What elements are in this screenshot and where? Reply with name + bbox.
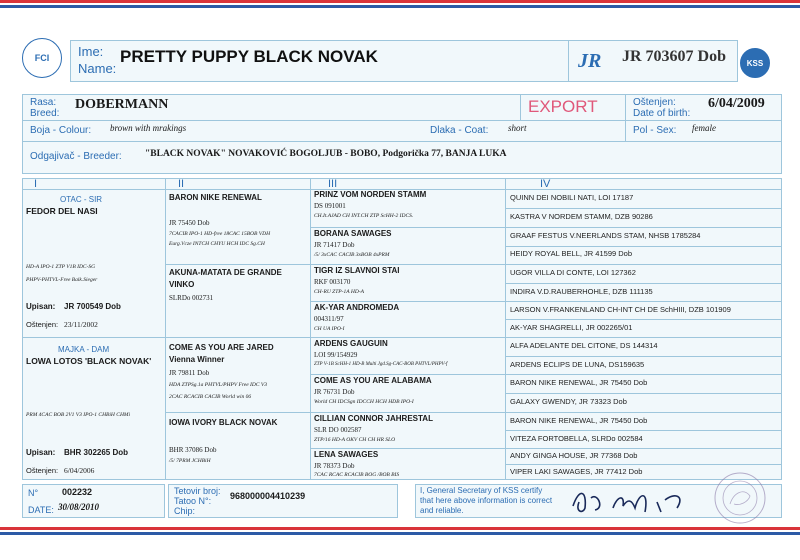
breed-label: Breed: (30, 108, 60, 119)
info-divider-1 (520, 95, 521, 120)
sex-label: Pol - Sex: (633, 125, 677, 136)
gen3-4-reg: LOI 99/154929 (314, 351, 358, 359)
gen4-entry-2: GRAAF FESTUS V.NEERLANDS STAM, NHSB 1785284 (510, 231, 701, 240)
coat-label: Dlaka - Coat: (430, 125, 489, 136)
chip-label: Chip: (174, 506, 196, 516)
gen4-entry-13: VITEZA FORTOBELLA, SLRDo 002584 (510, 434, 643, 443)
gen2-2-name-2: Vienna Winner (169, 355, 225, 364)
dam-dob: 6/04/2006 (64, 466, 95, 475)
header-divider (568, 41, 569, 81)
top-blue-stripe (0, 5, 800, 8)
col3-line-3 (310, 301, 505, 302)
gen4-entry-11: GALAXY GWENDY, JR 73323 Dob (510, 397, 627, 406)
bottom-blue-stripe (0, 532, 800, 535)
gen3-4-titles: ZTP V-1B ScHH-1 HD-B Multi Jgd.Sg-CAC-BOB PHTVL/PHPV-f (314, 362, 448, 367)
col4-line-6 (505, 301, 782, 302)
sire-name: FEDOR DEL NASI (26, 206, 98, 216)
gen4-entry-14: ANDY GINGA HOUSE, JR 77368 Dob (510, 451, 638, 460)
gen3-0-name: PRINZ VOM NORDEN STAMM (314, 190, 427, 199)
col3-line-6 (310, 412, 505, 413)
col3-line-5 (310, 374, 505, 375)
gen3-2-reg: RKF 003170 (314, 278, 351, 286)
gen3-7-reg: JR 78373 Dob (314, 462, 355, 470)
sire-dob: 23/11/2002 (64, 320, 98, 329)
date-label: DATE: (28, 505, 54, 515)
gen2-3-name: IOWA IVORY BLACK NOVAK (169, 418, 278, 427)
gen2-0-titles-2: Eurg.Vcze INTCH CHYU HCH IDC Sg.CH (169, 241, 265, 247)
colour-value: brown with mrakings (110, 123, 187, 133)
gen4-entry-1: KASTRA V NORDEM STAMM, DZB 90286 (510, 212, 653, 221)
gen2-1-reg: SLRDo 002731 (169, 294, 214, 302)
sire-ostenjen-label: Oštenjen: (26, 320, 59, 329)
date-value: 30/08/2010 (58, 502, 100, 512)
col4-line-15 (505, 464, 782, 465)
col4-line-5 (505, 283, 782, 284)
gen3-7-name: LENA SAWAGES (314, 450, 379, 459)
gen-label-1: I (34, 178, 38, 190)
gen-label-4: IV (540, 178, 551, 190)
gen3-0-titles: CH.It.AJAD CH INT.CH ZTP ScHH-2 IDCS. (314, 213, 414, 219)
gen-label-2: II (178, 178, 185, 190)
registration-number: JR 703607 Dob (622, 48, 727, 65)
certification-line-1: I, General Secretary of KSS certify (420, 486, 543, 495)
seal-inner-ring (723, 481, 757, 515)
gen3-7-titles: 7CAC RCAC RCACIB BOG /BOB BIS (314, 472, 400, 478)
coat-value: short (508, 123, 527, 133)
gen2-3-titles-1: /5/ 7PRM JCHBiH (169, 458, 211, 464)
dam-role: MAJKA - DAM (58, 345, 110, 354)
gen3-5-name: COME AS YOU ARE ALABAMA (314, 376, 432, 385)
col4-line-13 (505, 430, 782, 431)
sire-reg: JR 700549 Dob (64, 302, 121, 311)
tetovir-label: Tetovir broj: (174, 486, 221, 496)
gen3-4-name: ARDENS GAUGUIN (314, 339, 388, 348)
dob-label: Date of birth: (633, 108, 691, 119)
col4-line-3 (505, 246, 782, 247)
dog-name: PRETTY PUPPY BLACK NOVAK (120, 47, 378, 66)
gen3-5-reg: JR 76731 Dob (314, 388, 355, 396)
gen3-3-titles: CH UA IPO-I (314, 326, 345, 332)
gen4-entry-9: ARDENS ECLIPS DE LUNA, DS159635 (510, 360, 645, 369)
col3-line-4 (310, 337, 505, 338)
gen3-1-name: BORANA SAWAGES (314, 229, 392, 238)
col4-line-12 (505, 412, 782, 413)
gen3-2-name: TIGR IZ SLAVNOI STAI (314, 266, 400, 275)
pedigree-panel (22, 178, 782, 480)
col4-line-14 (505, 448, 782, 449)
rasa-label: Rasa: (30, 97, 57, 108)
col1-split-line (22, 337, 165, 338)
export-stamp: EXPORT (528, 97, 598, 116)
gen4-entry-5: INDIRA V.D.RAUBERHOHLE, DZB 111135 (510, 287, 653, 296)
gen2-2-titles-2: 2CAC RCACIB CACIB World win 06 (169, 394, 252, 400)
gen2-2-name: COME AS YOU ARE JARED (169, 343, 274, 352)
number-label: N° (28, 488, 39, 498)
certification-line-2: that here above information is correct (420, 496, 553, 505)
certification-line-3: and reliable. (420, 506, 464, 515)
breeder-value: "BLACK NOVAK" NOVAKOVIĆ BOGOLJUB - BOBO, Podgorička 77, BANJA LUKA (145, 149, 507, 159)
gen2-0-name: BARON NIKE RENEWAL (169, 193, 262, 202)
kss-seal-stamp (712, 470, 768, 526)
gen3-3-reg: 004311/97 (314, 315, 344, 323)
sire-upisan-label: Upisan: (26, 302, 56, 311)
ime-label: Ime: (78, 44, 104, 59)
sire-role: OTAC - SIR (60, 195, 103, 204)
dam-ostenjen-label: Oštenjen: (26, 466, 59, 475)
gen2-0-titles-1: 7CACIB IPO-1 HD-free 18CAC 15BOB VDH (169, 231, 271, 237)
gen3-2-titles: CH-RU ZTP-1A HD-A (314, 289, 365, 295)
gen-divider-1 (165, 179, 166, 479)
gen4-entry-15: VIPER LAKI SAWAGES, JR 77412 Dob (510, 467, 643, 476)
col2-line-1 (165, 264, 310, 265)
gen2-2-titles-1: HDA ZTPSg.1a PHTVL/PHPV Free IDC V3 (169, 382, 267, 388)
gen4-entry-10: BARON NIKE RENEWAL, JR 75450 Dob (510, 378, 648, 387)
breeder-label: Odgajivač - Breeder: (30, 151, 122, 162)
tatoo-label: Tatoo N°: (174, 496, 212, 506)
col3-line-7 (310, 448, 505, 449)
gen-divider-2 (310, 179, 311, 479)
gen3-5-titles: World CH IDCSgn IDCCH HCH HDB IPO-I (314, 399, 414, 405)
fci-logo-text: FCI (34, 53, 50, 63)
colour-label: Boja - Colour: (30, 125, 92, 136)
kss-logo-text: KSS (746, 58, 764, 68)
col4-line-10 (505, 374, 782, 375)
dam-reg: BHR 302265 Dob (64, 448, 129, 457)
ostenjen-label: Oštenjen: (633, 97, 676, 108)
dam-upisan-label: Upisan: (26, 448, 56, 457)
gen4-entry-3: HEIDY ROYAL BELL, JR 41599 Dob (510, 249, 633, 258)
gen4-entry-0: QUINN DEI NOBILI NATI, LOI 17187 (510, 193, 634, 202)
col4-line-7 (505, 319, 782, 320)
col4-line-4 (505, 264, 782, 265)
gen4-entry-7: AK-YAR SHAGRELLI, JR 002265/01 (510, 323, 633, 332)
info-divider-2 (625, 95, 626, 120)
gen3-6-name: CILLIAN CONNOR JAHRESTAL (314, 414, 433, 423)
seal-dog-figure (730, 492, 750, 505)
sire-titles-2: PHPV-PHTVL-Free Balk.Sieger (26, 277, 98, 283)
signature (565, 478, 715, 523)
dam-name: LOWA LOTOS 'BLACK NOVAK' (26, 356, 152, 366)
info-row-line-1 (22, 120, 782, 121)
col4-line-9 (505, 356, 782, 357)
info-row-line-2 (22, 141, 782, 142)
gen3-1-reg: JR 71417 Dob (314, 241, 355, 249)
col3-line-1 (310, 227, 505, 228)
info-divider-3 (625, 121, 626, 141)
gen3-1-titles: /5/ 3xCAC CACIB 3xBOB 4xPRM (314, 252, 390, 258)
sire-titles-1: HD-A IPO-1 ZTP V1B IDC-SG (26, 264, 96, 270)
fci-logo (22, 38, 62, 78)
col4-line-1 (505, 208, 782, 209)
name-label: Name: (78, 61, 117, 76)
breed-value: DOBERMANN (75, 97, 169, 112)
gen3-3-name: AK-YAR ANDROMEDA (314, 303, 400, 312)
col2-line-2 (165, 337, 310, 338)
gen2-1-name: AKUNA-MATATA DE GRANDE (169, 268, 282, 277)
jr-label: JR (578, 50, 602, 72)
gen3-6-titles: ZTP/16 HD-A OKV CH CH HR SLO (314, 437, 396, 443)
number-value: 002232 (62, 487, 93, 497)
signature-stroke (573, 493, 680, 512)
kss-logo (740, 48, 770, 78)
gen2-3-reg: BHR 37086 Dob (169, 446, 217, 454)
col4-line-11 (505, 393, 782, 394)
seal-outer-ring (715, 473, 765, 523)
chip-value: 968000004410239 (230, 491, 306, 501)
gen3-6-reg: SLR DO 002587 (314, 426, 362, 434)
gen4-entry-12: BARON NIKE RENEWAL, JR 75450 Dob (510, 416, 648, 425)
col2-line-3 (165, 412, 310, 413)
gen4-entry-6: LARSON V.FRANKENLAND CH-INT CH DE SchHIII, DZB 101909 (510, 305, 731, 314)
dam-titles-1: PRM 4CAC BOB 2V1 V3 IPO-1 CHBiH CHMi (26, 412, 131, 418)
col3-line-2 (310, 264, 505, 265)
gen4-entry-4: UGOR VILLA DI CONTE, LOI 127362 (510, 268, 636, 277)
gen3-0-reg: DS 091001 (314, 202, 346, 210)
gen2-0-reg: JR 75450 Dob (169, 219, 210, 227)
col4-line-2 (505, 227, 782, 228)
gen-label-3: III (328, 178, 338, 190)
dob-value: 6/04/2009 (708, 96, 765, 111)
sex-value: female (692, 123, 716, 133)
gen2-1-name-2: VINKO (169, 280, 195, 289)
gen4-entry-8: ALFA ADELANTE DEL CITONE, DS 144314 (510, 341, 658, 350)
gen-divider-3 (505, 179, 506, 479)
col4-line-8 (505, 337, 782, 338)
gen2-2-reg: JR 79811 Dob (169, 369, 210, 377)
